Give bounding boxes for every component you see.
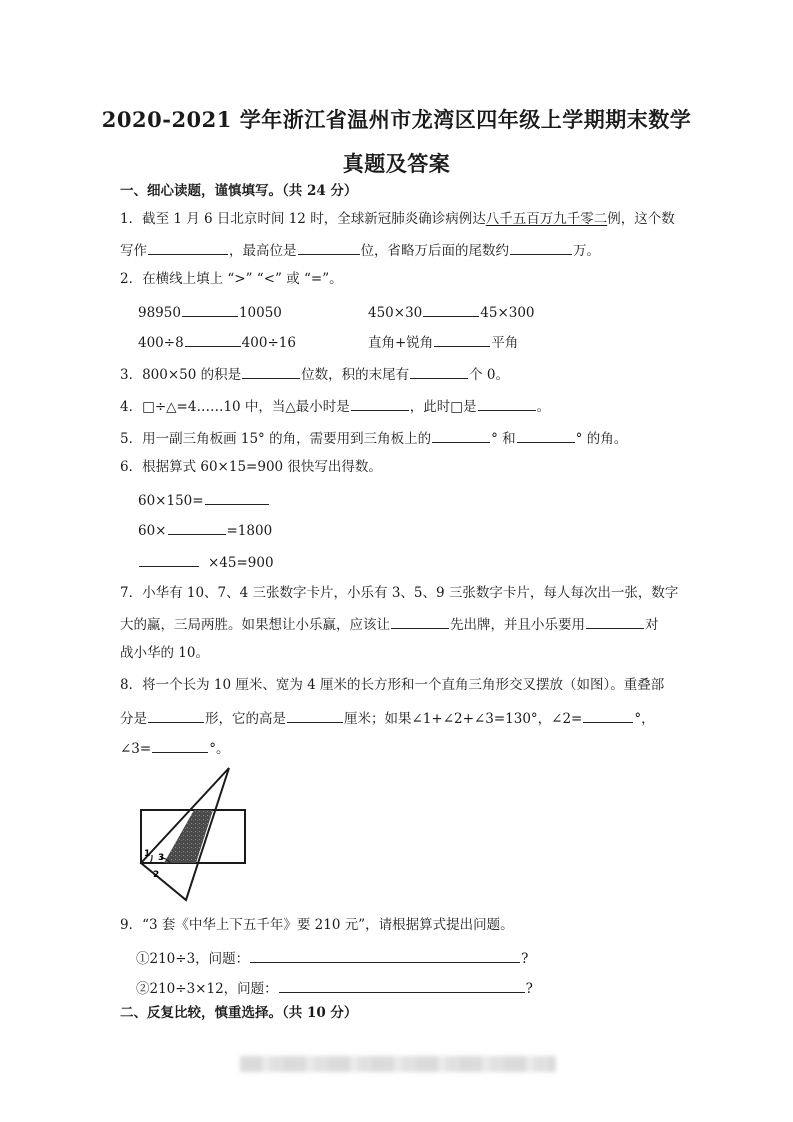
title-line-2: 真题及答案 — [342, 151, 451, 176]
answer-line[interactable] — [279, 978, 525, 993]
answer-blank[interactable] — [242, 364, 300, 379]
answer-blank[interactable] — [139, 552, 199, 567]
question-9-sub-2: ②210÷3×12，问题： ? — [136, 978, 533, 998]
question-9-stem: 9．“3 套《中华上下五千年》要 210 元”，请根据算式提出问题。 — [120, 917, 514, 933]
answer-blank[interactable] — [205, 490, 269, 505]
answer-blank[interactable] — [423, 302, 479, 317]
question-3: 3．800×50 的积是 位数，积的末尾有 个 0。 — [120, 364, 509, 384]
question-8-line-3: ∠3= °。 — [120, 738, 229, 758]
question-6-line-1: 60×150= — [138, 490, 270, 510]
question-2-row-2a: 400÷8 400÷16 — [138, 332, 296, 352]
underlined-number-text: 八千五百万九千零二 — [485, 211, 608, 227]
question-9-sub-1: ①210÷3，问题： ? — [136, 948, 528, 968]
angle-label-1: 1 — [144, 849, 151, 859]
answer-blank[interactable] — [478, 396, 536, 411]
question-7-line-3: 战小华的 10。 — [120, 645, 209, 661]
question-4: 4．□÷△=4……10 中，当△最小时是 ，此时□是 。 — [120, 396, 550, 416]
answer-blank[interactable] — [148, 708, 204, 723]
question-7-line-2: 大的赢，三局两胜。如果想让小乐赢，应该让 先出牌，并且小乐要用 对 — [120, 614, 659, 634]
question-1-line-2: 写作 ，最高位是 位，省略万后面的尾数约 万。 — [120, 240, 600, 260]
answer-blank[interactable] — [298, 240, 360, 255]
answer-blank[interactable] — [510, 240, 572, 255]
blurred-footer-watermark — [240, 1056, 556, 1072]
answer-line[interactable] — [250, 948, 520, 963]
section-2-heading: 二、反复比较，慎重选择。（共 10 分） — [120, 1005, 358, 1021]
answer-blank[interactable] — [168, 520, 226, 535]
question-5: 5．用一副三角板画 15° 的角，需要用到三角板上的 ° 和 ° 的角。 — [120, 428, 627, 448]
answer-blank[interactable] — [351, 396, 409, 411]
angle-label-3: 3 — [158, 853, 165, 863]
question-6-line-2: 60× =1800 — [138, 520, 272, 540]
title-line-1: 2020-2021 学年浙江省温州市龙湾区四年级上学期期末数学 — [101, 107, 692, 132]
answer-blank[interactable] — [583, 708, 633, 723]
rectangle-triangle-figure — [130, 762, 260, 907]
answer-blank[interactable] — [152, 738, 208, 753]
answer-blank[interactable] — [287, 708, 343, 723]
answer-blank[interactable] — [410, 364, 468, 379]
answer-blank[interactable] — [586, 614, 644, 629]
question-6-line-3: ×45=900 — [138, 552, 274, 572]
question-8-line-2: 分是 形，它的高是 厘米；如果∠1+∠2+∠3=130°，∠2= °， — [120, 708, 655, 728]
question-2-row-1b: 450×30 45×300 — [368, 302, 535, 322]
question-7-line-1: 7．小华有 10、7、4 三张数字卡片，小乐有 3、5、9 三张数字卡片，每人每次出一张，数字 — [120, 585, 679, 601]
question-6-stem: 6．根据算式 60×15=900 很快写出得数。 — [120, 459, 382, 475]
answer-blank[interactable] — [517, 428, 575, 443]
angle-label-2: 2 — [153, 870, 160, 880]
question-2-stem: 2．在横线上填上 “>” “<” 或 “=”。 — [120, 271, 343, 287]
question-8-line-1: 8．将一个长为 10 厘米、宽为 4 厘米的长方形和一个直角三角形交叉摆放（如图）。重叠部 — [120, 677, 665, 693]
question-2-row-1a: 98950 10050 — [138, 302, 282, 322]
answer-blank[interactable] — [182, 302, 238, 317]
answer-blank[interactable] — [434, 332, 490, 347]
answer-blank[interactable] — [432, 428, 490, 443]
question-1-line-1: 1．截至 1 月 6 日北京时间 12 时，全球新冠肺炎确诊病例达八千五百万九千零二例，这个数 — [120, 211, 675, 227]
answer-blank[interactable] — [148, 240, 228, 255]
answer-blank[interactable] — [391, 614, 449, 629]
answer-blank[interactable] — [185, 332, 241, 347]
question-2-row-2b: 直角+锐角 平角 — [368, 332, 518, 352]
section-1-heading: 一、细心读题，谨慎填写。（共 24 分） — [120, 183, 358, 199]
